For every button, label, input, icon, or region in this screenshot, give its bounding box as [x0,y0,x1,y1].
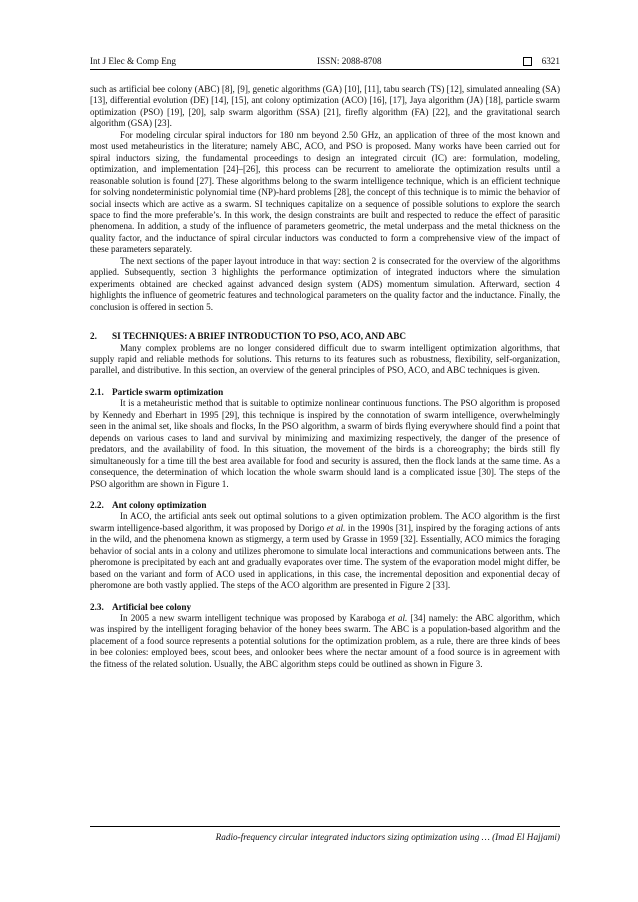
text-run: In 2005 a new swarm intelligent technique was proposed by Karaboga [120,613,389,624]
subsection-number: 2.2. [90,499,104,510]
subsection-number: 2.1. [90,386,104,397]
section-2-heading [90,331,560,342]
page-body [90,56,560,670]
intro-paragraph-3: The next sections of the paper layout introduce in that way: section 2 is consecrated for the overview of the algorithms applied. Subsequently, section 3 highlights the performance optimization of integrated inductors where the simulation experiments obtained are checked against advanced design system (ADS) momentum simulation. Afterward, section 4 highlights the influence of geometric features and technological parameters on the quality factor and the inductance. Finally, the conclusion is offered in section 5. [90,255,560,312]
subsection-2-2-paragraph [90,511,560,591]
subsection-title: Artificial bee colony [112,601,192,612]
page-number-group [523,56,560,66]
intro-paragraph-2: For modeling circular spiral inductors for 180 nm beyond 2.50 GHz, an application of three of the most known and most used metaheuristics in the literature; namely ABC, ACO, and PSO is proposed. Many works have been carried out for spiral inductors sizing, the fundamental proceedings to design an integrated circuit (IC) are: formulation, modeling, optimization, and implementation [24]–[26], this process can be recurrent to ameliorate the optimization results until a reasonable solution is found [27]. These algorithms belong to the swarm intelligence technique, which is an efficient technique for solving nondeterministic polynomial time (NP)-hard problems [28], the concept of this technique is to mimic the behavior of social insects which are active as a swarm. SI techniques capitalize on a sequence of possible solutions to explore the search space to find the more preferable’s. In this work, the design constraints are built and respected to reduce the effect of parasitic phenomena. In addition, a study of the influence of parameters geometric, the metal underpass and the metal thickness on the quality factor, and the inductance of spiral circular inductors was conducted to form a comprehensive view of the impact of these parameters separately. [90,129,560,255]
italic-text: et al. [388,613,408,624]
subsection-2-2-heading [90,500,560,511]
text-run: In ACO, the artificial ants seek out optimal solutions to a given optimization problem. The ACO algorithm is the first swarm intelligence-based algorithm, it was proposed by Dorigo [90,511,560,533]
subsection-number: 2.3. [90,601,104,612]
section-number: 2. [90,331,97,342]
subsection-title: Ant colony optimization [112,499,207,510]
subsection-2-1-paragraph: It is a metaheuristic method that is suitable to optimize nonlinear continuous functions. The PSO algorithm is proposed by Kennedy and Eberhart in 1995 [29], this technique is inspired by the connotation of swarm intelligence, overwhelmingly seen in the animal set, like shoals and flocks, In the PSO algorithm, a swarm of birds flying everywhere should find a point that depends on various cases to land and survival by minimizing and maximizing respectively, the danger of the presence of predators, and the availability of food. In this situation, the movement of the birds is a choreography; the birds still fly simultaneously for a time till the best area available for food and security is assured, then the flock lands at the same time. As a consequence, the determination of which location the whole swarm should land is a complicated issue [30]. The steps of the PSO algorithm are shown in Figure 1. [90,398,560,489]
section-2-paragraph: Many complex problems are no longer considered difficult due to swarm intelligent optimization algorithms, that supply rapid and reliable methods for solutions. This returns to its features such as robustness, flexibility, self-organization, parallel, and distributive. In this section, an overview of the general principles of PSO, ACO, and ABC techniques is given. [90,342,560,376]
subsection-2-3-heading [90,602,560,613]
subsection-2-3-paragraph [90,613,560,670]
text-run: in the 1990s [31], inspired by the foraging actions of ants in the wild, and the phenomena known as stigmergy, a term used by Grasse in 1959 [32]. Essentially, ACO mimics the foraging behavior of social ants in a colony and utilizes pheromone to simulate local interactions and communications between ants. The pheromone is precipitated by each ant and gradually evaporates over time. The system of the evaporation model might differ, be based on the variant and form of ACO used in applications, in this case, the incremental deposition and exponential decay of pheromone are both vastly applied. The steps of the ACO algorithm are presented in Figure 2 [33]. [90,522,560,591]
subsection-2-1-heading [90,387,560,398]
square-box-icon [523,57,532,66]
text-run: [34] namely: the ABC algorithm, which was inspired by the intelligent foraging behavior of the honey bees swarm. The ABC is a population-based algorithm and the placement of a food source represents a potential solutions for the optimization problem, as a rule, there are three kinds of bees in bee colonies: employed bees, scout bees, and onlooker bees where the nectar amount of a food source is in agreement with the fitness of the related solution. Usually, the ABC algorithm steps could be outlined as shown in Figure 3. [90,613,560,669]
issn: ISSN: 2088-8708 [317,56,382,66]
subsection-title: Particle swarm optimization [112,386,224,397]
page-number: 6321 [541,56,560,66]
running-footer: Radio-frequency circular integrated inductors sizing optimization using … (Imad El Hajjami) [90,826,560,842]
italic-text: et al. [326,522,346,533]
journal-name: Int J Elec & Comp Eng [90,56,176,66]
running-header [90,56,560,70]
intro-paragraph-1: such as artificial bee colony (ABC) [8], [9], genetic algorithms (GA) [10], [11], tabu search (TS) [12], simulated annealing (SA) [13], differential evolution (DE) [14], [15], ant colony optimization (ACO) [16], [17], Jaya algorithm (JA) [18], particle swarm optimization (PSO) [19], [20], salp swarm algorithm (SSA) [21], firefly algorithm (FA) [22], and the gravitational search algorithm (GSA) [23]. [90,84,560,129]
section-title: SI TECHNIQUES: A BRIEF INTRODUCTION TO PSO, ACO, AND ABC [112,331,406,342]
